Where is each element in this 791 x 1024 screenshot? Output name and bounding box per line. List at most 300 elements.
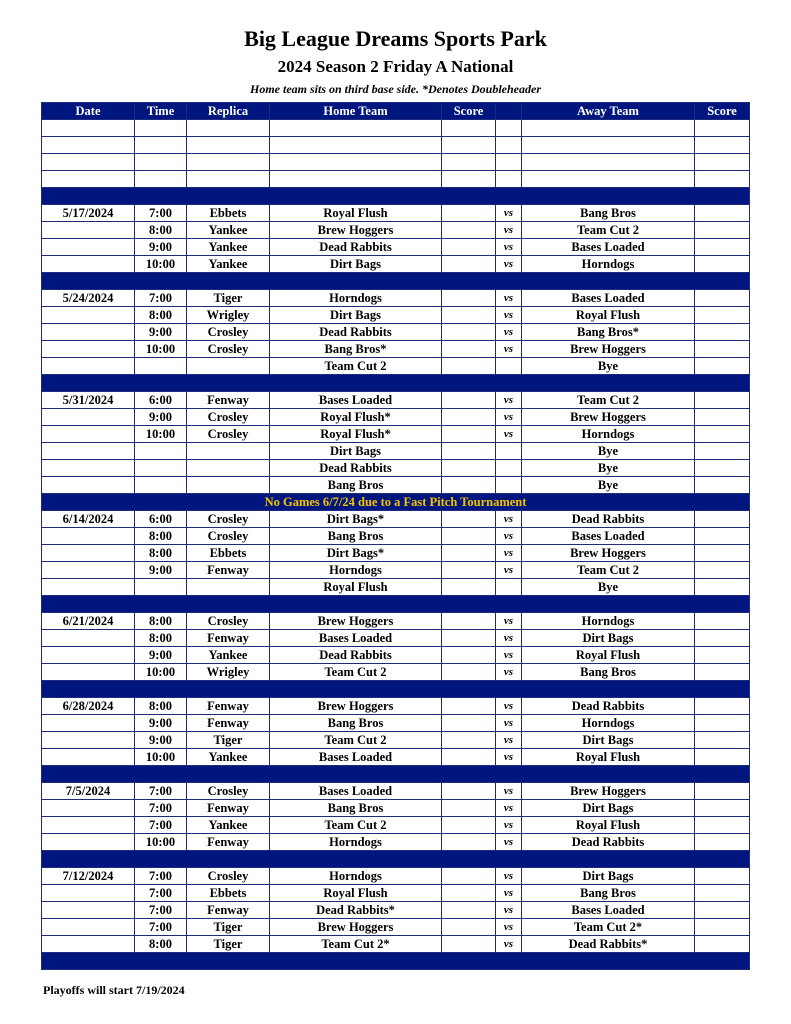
home-team-cell: Bases Loaded: [270, 783, 442, 800]
away-score-cell: [695, 562, 750, 579]
away-team-cell: Bases Loaded: [522, 290, 695, 307]
home-score-cell: [442, 749, 496, 766]
away-team-cell: Dirt Bags: [522, 732, 695, 749]
home-team-cell: Team Cut 2: [270, 732, 442, 749]
table-row: [42, 664, 750, 681]
vs-cell: [496, 579, 522, 596]
away-team-cell: Brew Hoggers: [522, 341, 695, 358]
column-header-away-team: Away Team: [522, 103, 695, 120]
table-row: [42, 392, 750, 409]
column-header-time: Time: [135, 103, 187, 120]
date-cell: [42, 409, 135, 426]
away-score-cell: [695, 800, 750, 817]
date-cell: [42, 528, 135, 545]
table-row: [42, 528, 750, 545]
date-cell: [42, 664, 135, 681]
date-cell: [42, 715, 135, 732]
date-cell: [42, 630, 135, 647]
vs-cell: vs: [496, 817, 522, 834]
vs-cell: vs: [496, 630, 522, 647]
time-cell: [135, 154, 187, 171]
home-score-cell: [442, 834, 496, 851]
home-score-cell: [442, 783, 496, 800]
time-cell: 10:00: [135, 664, 187, 681]
home-score-cell: [442, 647, 496, 664]
home-score-cell: [442, 528, 496, 545]
vs-cell: vs: [496, 341, 522, 358]
replica-cell: Ebbets: [187, 885, 270, 902]
replica-cell: Ebbets: [187, 545, 270, 562]
time-cell: 7:00: [135, 902, 187, 919]
replica-cell: [187, 120, 270, 137]
home-team-cell: Dirt Bags*: [270, 511, 442, 528]
home-score-cell: [442, 630, 496, 647]
home-team-cell: Horndogs: [270, 290, 442, 307]
separator-cell: [42, 188, 750, 205]
home-score-cell: [442, 443, 496, 460]
table-row: [42, 222, 750, 239]
home-score-cell: [442, 409, 496, 426]
home-team-cell: [270, 120, 442, 137]
replica-cell: [187, 358, 270, 375]
time-cell: 8:00: [135, 630, 187, 647]
table-row: [42, 477, 750, 494]
date-cell: 7/5/2024: [42, 783, 135, 800]
date-cell: [42, 800, 135, 817]
separator-cell: [42, 851, 750, 868]
table-row: [42, 460, 750, 477]
table-row: [42, 324, 750, 341]
table-row: [42, 443, 750, 460]
table-row: [42, 239, 750, 256]
away-team-cell: Brew Hoggers: [522, 409, 695, 426]
time-cell: 10:00: [135, 341, 187, 358]
date-cell: [42, 834, 135, 851]
separator-row: [42, 851, 750, 868]
date-cell: 5/24/2024: [42, 290, 135, 307]
date-cell: [42, 936, 135, 953]
date-cell: [42, 222, 135, 239]
home-score-cell: [442, 341, 496, 358]
separator-row: [42, 273, 750, 290]
replica-cell: Fenway: [187, 800, 270, 817]
away-score-cell: [695, 290, 750, 307]
vs-cell: vs: [496, 834, 522, 851]
away-score-cell: [695, 613, 750, 630]
home-score-cell: [442, 936, 496, 953]
home-team-cell: Bases Loaded: [270, 749, 442, 766]
vs-cell: vs: [496, 205, 522, 222]
separator-row: [42, 681, 750, 698]
away-team-cell: Bye: [522, 358, 695, 375]
vs-cell: vs: [496, 528, 522, 545]
vs-cell: vs: [496, 324, 522, 341]
page-note: Home team sits on third base side. *Denotes Doubleheader: [250, 82, 541, 96]
time-cell: 7:00: [135, 205, 187, 222]
column-header-vs: [496, 103, 522, 120]
separator-cell: [42, 953, 750, 970]
time-cell: 8:00: [135, 307, 187, 324]
date-cell: [42, 307, 135, 324]
home-score-cell: [442, 256, 496, 273]
home-team-cell: Royal Flush: [270, 885, 442, 902]
replica-cell: [187, 171, 270, 188]
time-cell: 9:00: [135, 409, 187, 426]
date-cell: [42, 256, 135, 273]
away-score-cell: [695, 154, 750, 171]
away-team-cell: Bases Loaded: [522, 902, 695, 919]
date-cell: [42, 443, 135, 460]
time-cell: 10:00: [135, 749, 187, 766]
table-row: [42, 630, 750, 647]
date-cell: [42, 919, 135, 936]
time-cell: 7:00: [135, 919, 187, 936]
separator-cell: [42, 681, 750, 698]
home-team-cell: Horndogs: [270, 868, 442, 885]
time-cell: 9:00: [135, 732, 187, 749]
date-cell: 5/31/2024: [42, 392, 135, 409]
schedule-table: [41, 102, 750, 970]
table-row: [42, 698, 750, 715]
time-cell: 6:00: [135, 511, 187, 528]
away-score-cell: [695, 426, 750, 443]
time-cell: 8:00: [135, 222, 187, 239]
home-team-cell: Bases Loaded: [270, 630, 442, 647]
date-cell: [42, 171, 135, 188]
table-row: [42, 290, 750, 307]
table-row: [42, 307, 750, 324]
replica-cell: Yankee: [187, 222, 270, 239]
home-team-cell: Dead Rabbits: [270, 460, 442, 477]
away-team-cell: Team Cut 2: [522, 562, 695, 579]
away-score-cell: [695, 205, 750, 222]
replica-cell: [187, 443, 270, 460]
replica-cell: Crosley: [187, 613, 270, 630]
vs-cell: vs: [496, 409, 522, 426]
vs-cell: vs: [496, 511, 522, 528]
home-score-cell: [442, 171, 496, 188]
away-score-cell: [695, 460, 750, 477]
vs-cell: vs: [496, 936, 522, 953]
away-team-cell: Team Cut 2: [522, 392, 695, 409]
replica-cell: Fenway: [187, 630, 270, 647]
away-score-cell: [695, 307, 750, 324]
time-cell: 9:00: [135, 715, 187, 732]
away-team-cell: Dirt Bags: [522, 630, 695, 647]
time-cell: 6:00: [135, 392, 187, 409]
home-score-cell: [442, 307, 496, 324]
table-row: [42, 800, 750, 817]
time-cell: 8:00: [135, 613, 187, 630]
home-team-cell: Horndogs: [270, 562, 442, 579]
table-row: [42, 409, 750, 426]
away-team-cell: Bang Bros: [522, 205, 695, 222]
time-cell: 8:00: [135, 698, 187, 715]
home-team-cell: Dirt Bags: [270, 307, 442, 324]
table-row: [42, 511, 750, 528]
date-cell: [42, 902, 135, 919]
vs-cell: vs: [496, 545, 522, 562]
time-cell: [135, 137, 187, 154]
time-cell: 7:00: [135, 868, 187, 885]
date-cell: [42, 749, 135, 766]
away-score-cell: [695, 715, 750, 732]
date-cell: [42, 545, 135, 562]
time-cell: 7:00: [135, 290, 187, 307]
home-team-cell: Bang Bros: [270, 477, 442, 494]
schedule-body: [42, 120, 750, 970]
separator-row: [42, 596, 750, 613]
home-team-cell: Bases Loaded: [270, 392, 442, 409]
replica-cell: [187, 477, 270, 494]
away-team-cell: Royal Flush: [522, 749, 695, 766]
replica-cell: Crosley: [187, 868, 270, 885]
date-cell: 6/21/2024: [42, 613, 135, 630]
table-row: [42, 919, 750, 936]
time-cell: [135, 579, 187, 596]
away-team-cell: Bye: [522, 477, 695, 494]
table-row: [42, 579, 750, 596]
table-row: [42, 341, 750, 358]
home-score-cell: [442, 358, 496, 375]
table-row: [42, 137, 750, 154]
replica-cell: [187, 460, 270, 477]
home-team-cell: Bang Bros: [270, 800, 442, 817]
away-score-cell: [695, 358, 750, 375]
replica-cell: Wrigley: [187, 307, 270, 324]
date-cell: [42, 137, 135, 154]
replica-cell: Fenway: [187, 834, 270, 851]
time-cell: 7:00: [135, 800, 187, 817]
time-cell: 8:00: [135, 936, 187, 953]
separator-cell: [42, 766, 750, 783]
home-score-cell: [442, 324, 496, 341]
vs-cell: vs: [496, 783, 522, 800]
away-score-cell: [695, 664, 750, 681]
replica-cell: Fenway: [187, 392, 270, 409]
vs-cell: vs: [496, 647, 522, 664]
away-score-cell: [695, 868, 750, 885]
table-row: [42, 732, 750, 749]
away-score-cell: [695, 579, 750, 596]
time-cell: 9:00: [135, 324, 187, 341]
home-score-cell: [442, 698, 496, 715]
home-score-cell: [442, 715, 496, 732]
home-score-cell: [442, 477, 496, 494]
time-cell: [135, 443, 187, 460]
replica-cell: Tiger: [187, 290, 270, 307]
away-team-cell: Bye: [522, 579, 695, 596]
away-team-cell: Bye: [522, 443, 695, 460]
away-team-cell: Bases Loaded: [522, 239, 695, 256]
vs-cell: [496, 171, 522, 188]
replica-cell: Ebbets: [187, 205, 270, 222]
table-row: [42, 426, 750, 443]
home-team-cell: Dead Rabbits: [270, 647, 442, 664]
column-header-away-score: Score: [695, 103, 750, 120]
table-row: [42, 749, 750, 766]
time-cell: [135, 460, 187, 477]
home-team-cell: Dead Rabbits*: [270, 902, 442, 919]
away-team-cell: Dirt Bags: [522, 800, 695, 817]
home-score-cell: [442, 868, 496, 885]
away-score-cell: [695, 749, 750, 766]
away-team-cell: Brew Hoggers: [522, 545, 695, 562]
home-team-cell: Dirt Bags: [270, 443, 442, 460]
playoffs-note: Playoffs will start 7/19/2024: [43, 983, 185, 997]
time-cell: 9:00: [135, 239, 187, 256]
away-score-cell: [695, 171, 750, 188]
away-team-cell: Team Cut 2: [522, 222, 695, 239]
vs-cell: vs: [496, 885, 522, 902]
vs-cell: vs: [496, 562, 522, 579]
home-score-cell: [442, 732, 496, 749]
date-cell: [42, 358, 135, 375]
home-score-cell: [442, 290, 496, 307]
separator-row: [42, 953, 750, 970]
away-score-cell: [695, 732, 750, 749]
page-title: Big League Dreams Sports Park: [244, 26, 547, 51]
replica-cell: Fenway: [187, 715, 270, 732]
home-team-cell: Bang Bros*: [270, 341, 442, 358]
replica-cell: Fenway: [187, 562, 270, 579]
away-team-cell: Dead Rabbits: [522, 698, 695, 715]
away-team-cell: Horndogs: [522, 426, 695, 443]
home-team-cell: Royal Flush: [270, 205, 442, 222]
home-team-cell: Team Cut 2*: [270, 936, 442, 953]
replica-cell: Tiger: [187, 919, 270, 936]
time-cell: 7:00: [135, 885, 187, 902]
notice-text: No Games 6/7/24 due to a Fast Pitch Tournament: [42, 494, 750, 511]
date-cell: [42, 426, 135, 443]
home-team-cell: [270, 137, 442, 154]
away-score-cell: [695, 528, 750, 545]
vs-cell: [496, 154, 522, 171]
home-score-cell: [442, 885, 496, 902]
away-score-cell: [695, 783, 750, 800]
date-cell: [42, 562, 135, 579]
table-row: [42, 256, 750, 273]
home-team-cell: Bang Bros: [270, 715, 442, 732]
date-cell: 7/12/2024: [42, 868, 135, 885]
time-cell: [135, 358, 187, 375]
home-score-cell: [442, 511, 496, 528]
away-team-cell: [522, 171, 695, 188]
away-team-cell: Dead Rabbits: [522, 511, 695, 528]
column-header-home-score: Score: [442, 103, 496, 120]
away-team-cell: Bang Bros: [522, 885, 695, 902]
date-cell: [42, 239, 135, 256]
home-score-cell: [442, 613, 496, 630]
home-team-cell: Horndogs: [270, 834, 442, 851]
away-score-cell: [695, 477, 750, 494]
away-team-cell: Bye: [522, 460, 695, 477]
home-team-cell: [270, 171, 442, 188]
table-row: [42, 783, 750, 800]
replica-cell: [187, 154, 270, 171]
replica-cell: Fenway: [187, 698, 270, 715]
date-cell: 5/17/2024: [42, 205, 135, 222]
replica-cell: [187, 137, 270, 154]
away-team-cell: Dead Rabbits*: [522, 936, 695, 953]
home-score-cell: [442, 460, 496, 477]
vs-cell: vs: [496, 307, 522, 324]
away-team-cell: Royal Flush: [522, 307, 695, 324]
table-row: [42, 205, 750, 222]
vs-cell: vs: [496, 715, 522, 732]
page-subtitle: 2024 Season 2 Friday A National: [277, 57, 514, 76]
separator-cell: [42, 596, 750, 613]
away-team-cell: Dirt Bags: [522, 868, 695, 885]
vs-cell: vs: [496, 732, 522, 749]
home-score-cell: [442, 545, 496, 562]
home-score-cell: [442, 579, 496, 596]
home-team-cell: Team Cut 2: [270, 358, 442, 375]
replica-cell: Crosley: [187, 409, 270, 426]
home-team-cell: Brew Hoggers: [270, 613, 442, 630]
vs-cell: vs: [496, 426, 522, 443]
table-row: [42, 936, 750, 953]
away-team-cell: Horndogs: [522, 256, 695, 273]
separator-cell: [42, 273, 750, 290]
home-team-cell: Dirt Bags: [270, 256, 442, 273]
replica-cell: Wrigley: [187, 664, 270, 681]
away-score-cell: [695, 834, 750, 851]
table-row: [42, 902, 750, 919]
replica-cell: Yankee: [187, 256, 270, 273]
replica-cell: Tiger: [187, 732, 270, 749]
home-score-cell: [442, 919, 496, 936]
time-cell: 9:00: [135, 647, 187, 664]
notice-row: [42, 494, 750, 511]
time-cell: 8:00: [135, 528, 187, 545]
vs-cell: vs: [496, 800, 522, 817]
home-score-cell: [442, 205, 496, 222]
away-score-cell: [695, 902, 750, 919]
away-score-cell: [695, 630, 750, 647]
home-team-cell: Dirt Bags*: [270, 545, 442, 562]
time-cell: [135, 477, 187, 494]
replica-cell: Crosley: [187, 511, 270, 528]
home-score-cell: [442, 222, 496, 239]
away-score-cell: [695, 324, 750, 341]
home-score-cell: [442, 664, 496, 681]
column-header-date: Date: [42, 103, 135, 120]
vs-cell: [496, 358, 522, 375]
separator-cell: [42, 375, 750, 392]
away-team-cell: [522, 154, 695, 171]
replica-cell: Crosley: [187, 528, 270, 545]
table-row: [42, 885, 750, 902]
vs-cell: vs: [496, 698, 522, 715]
away-score-cell: [695, 239, 750, 256]
home-score-cell: [442, 137, 496, 154]
home-score-cell: [442, 120, 496, 137]
home-team-cell: [270, 154, 442, 171]
away-score-cell: [695, 817, 750, 834]
time-cell: 10:00: [135, 426, 187, 443]
vs-cell: vs: [496, 664, 522, 681]
vs-cell: [496, 443, 522, 460]
away-score-cell: [695, 885, 750, 902]
replica-cell: Yankee: [187, 239, 270, 256]
table-row: [42, 120, 750, 137]
home-team-cell: Bang Bros: [270, 528, 442, 545]
home-score-cell: [442, 426, 496, 443]
away-team-cell: Bases Loaded: [522, 528, 695, 545]
home-team-cell: Royal Flush*: [270, 409, 442, 426]
replica-cell: Yankee: [187, 817, 270, 834]
